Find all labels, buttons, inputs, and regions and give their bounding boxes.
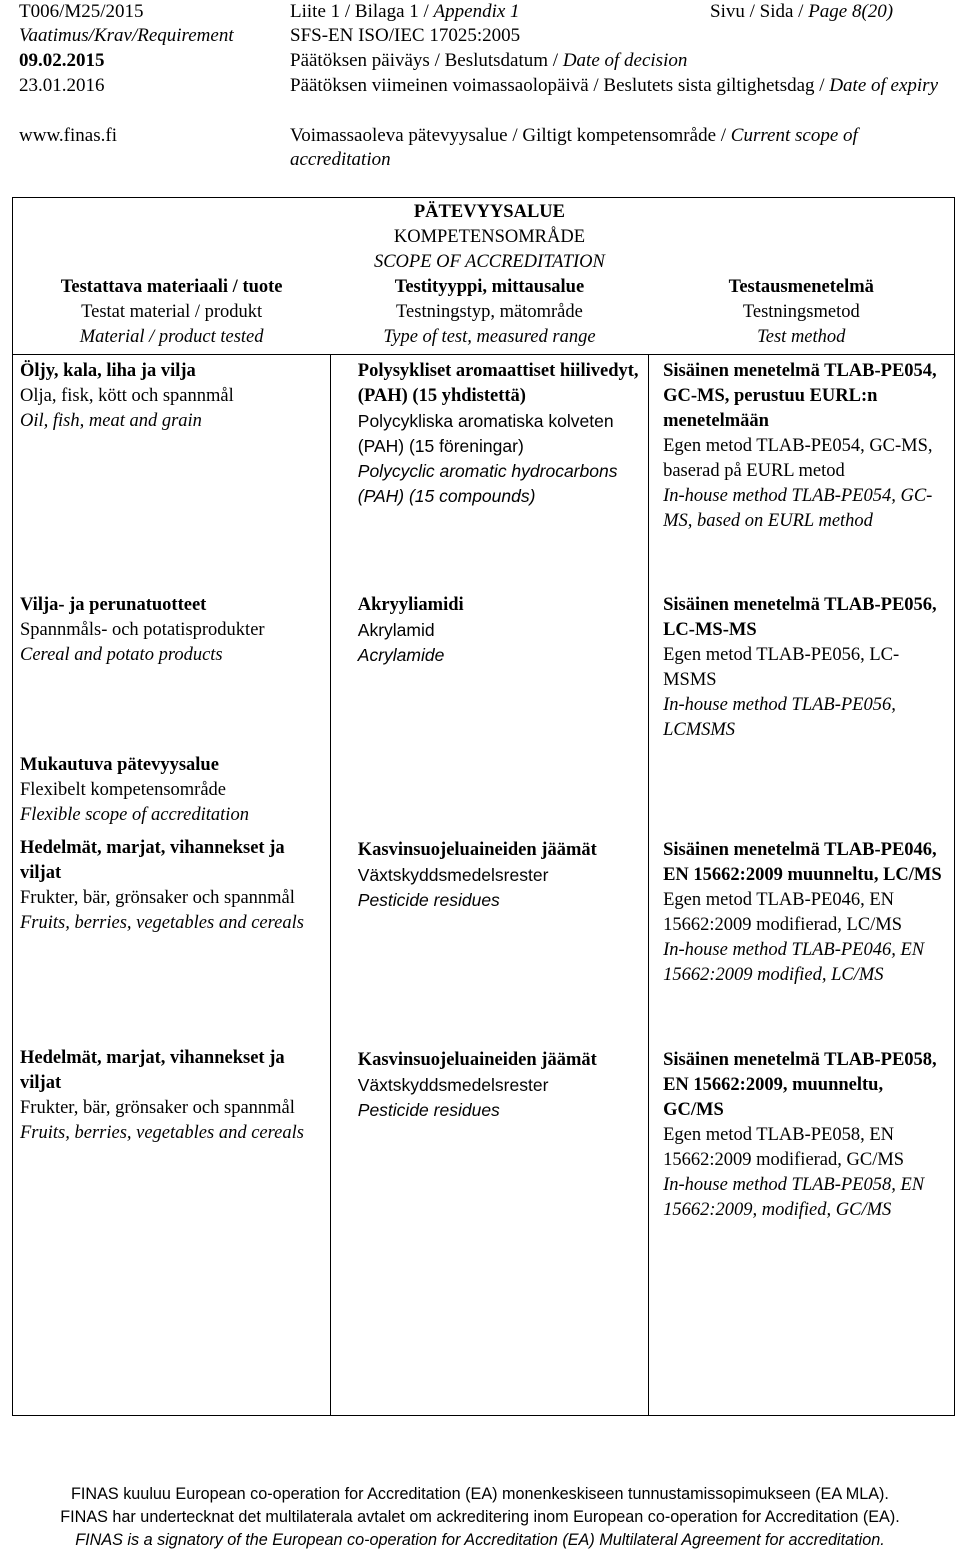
material-cell: Öljy, kala, liha ja vilja Olja, fisk, kött och spannmål Oil, fish, meat and grain Vilja- ja perunatuotteet Spannmåls- och potatisprodukter Cereal and potato products Mukautuva pätevyysalue Flexibelt kompetensområde Flexible scope of accreditation Hedelmät, marjat, vihannekset ja viljat Frukter, bär, grönsaker och spannmål Fruits, berries, vegetables and cereals Hedelmät, marjat, vihannekset ja viljat Frukter, bär, grönsaker och spannmål Fruits, berries, vegetables and cereals <box>13 355 331 1416</box>
footer-fi: FINAS kuuluu European co-operation for Accreditation (EA) monenkeskiseen tunnustamissopimukseen (EA MLA). <box>71 1485 889 1503</box>
decision-date: 09.02.2015 <box>19 50 105 71</box>
table-row <box>13 355 955 1416</box>
method-header: Testausmenetelmä Testningsmetod Test method <box>649 198 955 355</box>
scope-label: Voimassaoleva pätevyysalue / Giltigt kompetensområde / Current scope of accreditation <box>290 125 858 170</box>
expiry-date: 23.01.2016 <box>19 75 105 96</box>
page-number: Sivu / Sida / Page 8(20) <box>710 1 894 22</box>
expiry-label: Päätöksen viimeinen voimassaolopäivä / Beslutets sista giltighetsdag / Date of expiry <box>290 75 938 96</box>
decision-label: Päätöksen päiväys / Beslutsdatum / Date of decision <box>290 50 688 71</box>
scope-table <box>12 197 955 1416</box>
footer-sv: FINAS har undertecknat det multilaterala avtalet om ackreditering inom European co-operation for Accreditation (EA). <box>60 1508 900 1526</box>
test-cell: Polysykliset aromaattiset hiilivedyt, (PAH) (15 yhdistettä) Polycykliska aromatiska kolveten (PAH) (15 föreningar) Polycyclic aromatic hydrocarbons (PAH) (15 compounds) Akryyliamidi Akrylamid Acrylamide Kasvinsuojeluaineiden jäämät Växtskyddsmedelsrester Pesticide residues Kasvinsuojeluaineiden jäämät Växtskyddsmedelsrester Pesticide residues <box>330 355 648 1416</box>
doc-id: T006/M25/2015 <box>19 1 144 22</box>
flexible-scope-en: Flexible scope of accreditation <box>20 805 249 825</box>
page-footer <box>0 1483 960 1552</box>
requirement-label: Vaatimus/Krav/Requirement <box>19 25 234 46</box>
header-row <box>13 198 955 355</box>
flexible-scope-fi: Mukautuva pätevyysalue <box>20 755 219 775</box>
scope-title-en: SCOPE OF ACCREDITATION <box>373 252 605 272</box>
footer-en: FINAS is a signatory of the European co-operation for Accreditation (EA) Multilateral Agreement for accreditation. <box>75 1531 885 1549</box>
website: www.finas.fi <box>19 125 117 146</box>
material-header: Testattava materiaali / tuote Testat material / produkt Material / product tested <box>13 198 331 355</box>
scope-title-sv: KOMPETENSOMRÅDE <box>393 227 586 247</box>
appendix-label: Liite 1 / Bilaga 1 / Appendix 1 <box>290 1 520 22</box>
flexible-scope-sv: Flexibelt kompetensområde <box>20 780 227 800</box>
standard: SFS-EN ISO/IEC 17025:2005 <box>290 25 521 46</box>
test-header: PÄTEVYYSALUE KOMPETENSOMRÅDE SCOPE OF ACCREDITATION Testityyppi, mittausalue Testningstyp, mätområde Type of test, measured range <box>330 198 648 355</box>
scope-title-fi: PÄTEVYYSALUE <box>413 202 565 222</box>
method-cell: Sisäinen menetelmä TLAB-PE054, GC-MS, perustuu EURL:n menetelmään Egen metod TLAB-PE054, GC-MS, baserad på EURL metod In-house method TLAB-PE054, GC-MS, based on EURL method Sisäinen menetelmä TLAB-PE056, LC-MS-MS Egen metod TLAB-PE056, LC-MSMS In-house method TLAB-PE056, LCMSMS Sisäinen menetelmä TLAB-PE046, EN 15662:2009 muunneltu, LC/MS Egen metod TLAB-PE046, EN 15662:2009 modifierad, LC/MS In-house method TLAB-PE046, EN 15662:2009 modified, LC/MS Sisäinen menetelmä TLAB-PE058, EN 15662:2009, muunneltu, GC/MS Egen metod TLAB-PE058, EN 15662:2009 modifierad, GC/MS In-house method TLAB-PE058, EN 15662:2009, modified, GC/MS <box>649 355 955 1416</box>
